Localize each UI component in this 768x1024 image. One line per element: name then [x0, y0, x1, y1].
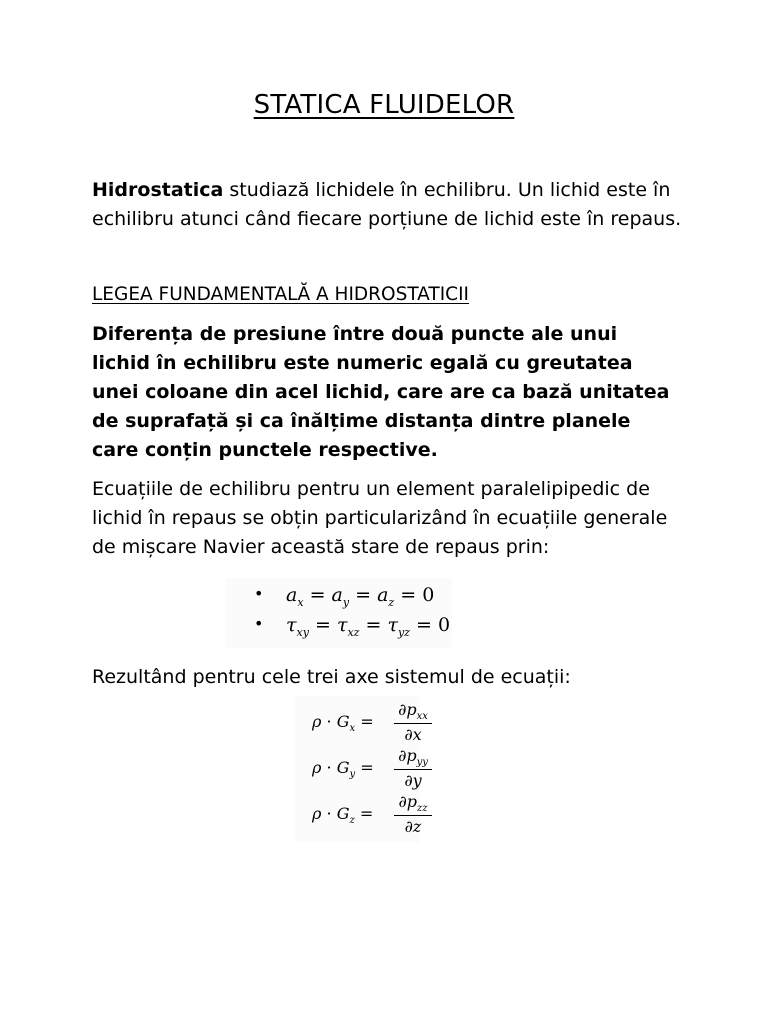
section-heading: LEGEA FUNDAMENTALĂ A HIDROSTATICII	[92, 284, 469, 305]
shear-stress-equation: $\tau_{xy} = \tau_{xz} = \tau_{yz} = 0$	[286, 614, 451, 639]
equation-z: $\rho \cdot G_z$ = $\partial p_{zz}$ ∂z	[312, 792, 422, 840]
equilibrium-paragraph: Ecuațiile de echilibru pentru un element paralelipipedic de lichid în repaus se obțin particularizând în ecuațiile generale de mișcare Navier această stare de repaus prin:	[92, 478, 668, 558]
acceleration-equation: $a_x = a_y = a_z = 0$	[286, 584, 435, 609]
bullet-marker: •	[254, 584, 264, 603]
equation-x: $\rho \cdot G_x$ = $\partial p_{xx}$ ∂x	[312, 700, 422, 748]
equation-system-image	[294, 696, 428, 842]
intro-paragraph	[92, 176, 692, 234]
rest-conditions-image	[226, 578, 452, 648]
page-title: STATICA FLUIDELOR	[253, 90, 515, 120]
bullet-marker: •	[254, 614, 264, 633]
law-statement: Diferența de presiune între două puncte ale unui lichid în echilibru este numeric egală cu greutatea unei coloane din acel lichid, care are ca bază unitatea de suprafață și ca înălțime distanța dintre planele care conțin punctele respective.	[92, 323, 670, 461]
intro-bold-term: Hidrostatica	[92, 179, 224, 201]
equation-y: $\rho \cdot G_y$ = $\partial p_{yy}$ ∂y	[312, 746, 422, 794]
result-paragraph: Rezultând pentru cele trei axe sistemul de ecuații:	[92, 666, 571, 688]
intro-text: studiază lichidele în echilibru. Un lichid este în echilibru atunci când fiecare porțiune de lichid este în repaus.	[92, 179, 682, 230]
